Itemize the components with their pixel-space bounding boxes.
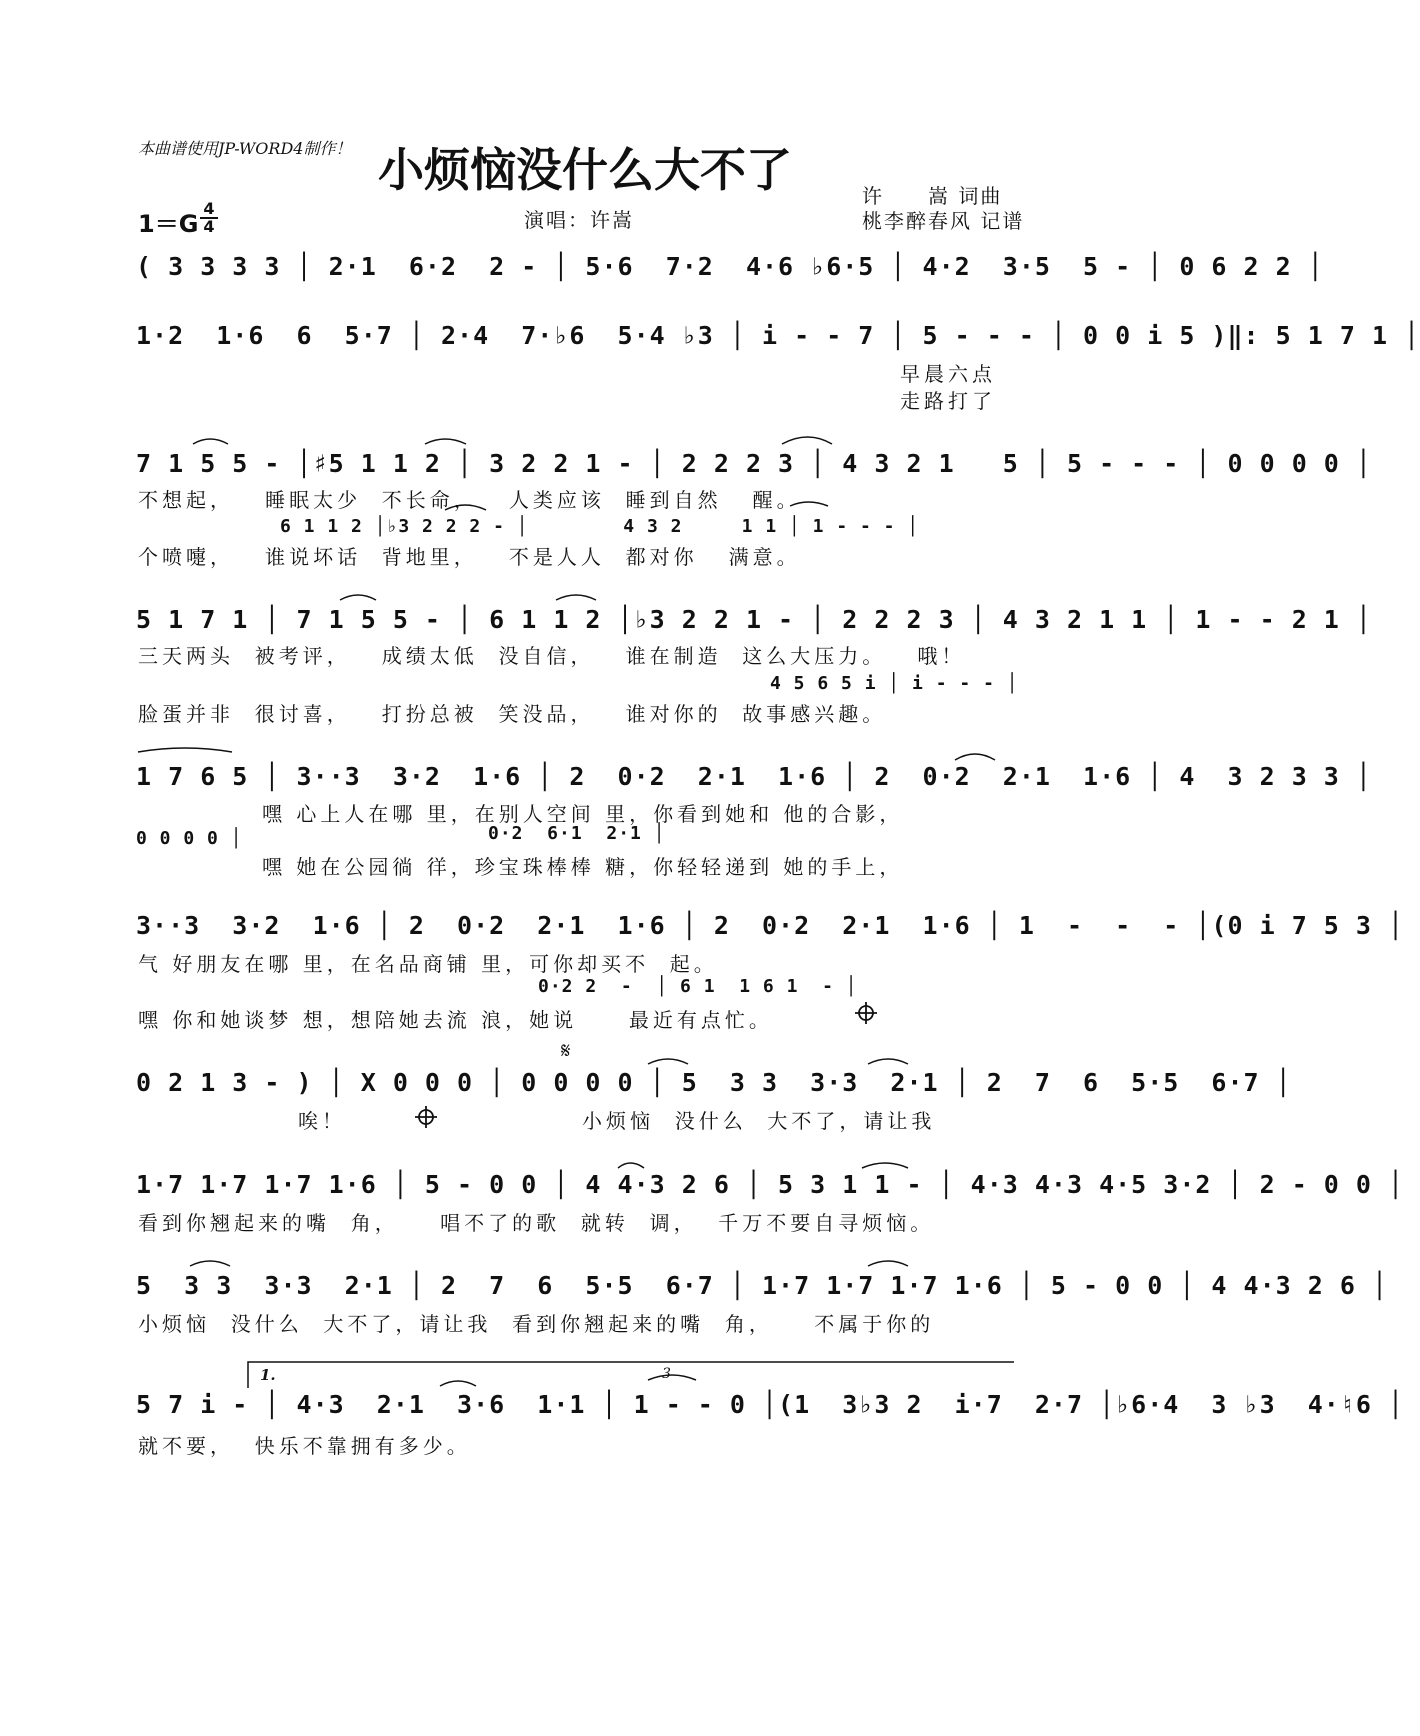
system-4-alt-notes: 4 5 6 5 i │ i - - - │ <box>770 673 1019 694</box>
system-5-lyric-2: 嘿 她在公园徜 徉，珍宝珠棒棒 糖，你轻轻递到 她的手上， <box>262 855 904 879</box>
system-6-notes: 3··3 3·2 1·6 │ 2 0·2 2·1 1·6 │ 2 0·2 2·1 1·6 │ 1 - - - │(0 i 7 5 3 │ <box>136 911 1405 940</box>
coda-icon <box>855 1002 877 1024</box>
slur-mark <box>868 1261 908 1266</box>
performer: 演唱：许嵩 <box>524 208 634 232</box>
slur-mark <box>193 439 228 444</box>
slur-mark <box>790 502 828 506</box>
system-3-alt-notes: 6 1 1 2 │♭3 2 2 2 - │ 4 3 2 1 1 │ 1 - - - │ <box>280 516 920 537</box>
system-6-lyric-1: 气 好朋友在哪 里，在名品商铺 里，可你却买不 起。 <box>138 952 718 976</box>
slur-mark <box>955 754 995 760</box>
slur-mark <box>440 1381 476 1386</box>
system-7-notes: 0 2 1 3 - ) │ X 0 0 0 │ 0 0 0 0 │ 5 3 3 3·3 2·1 │ 2 7 6 5·5 6·7 │ <box>136 1068 1292 1097</box>
system-4-lyric-2: 脸蛋并非 很讨喜， 打扮总被 笑没品， 谁对你的 故事感兴趣。 <box>138 702 887 726</box>
system-8-notes: 1·7 1·7 1·7 1·6 │ 5 - 0 0 │ 4 4·3 2 6 │ 5 3 1 1 - │ 4·3 4·3 4·5 3·2 │ 2 - 0 0 │ <box>136 1170 1405 1199</box>
system-5-notes: 1 7 6 5 │ 3··3 3·2 1·6 │ 2 0·2 2·1 1·6 │ 2 0·2 2·1 1·6 │ 4 3 2 3 3 │ <box>136 762 1372 791</box>
slur-mark <box>425 439 466 444</box>
system-4-notes: 5 1 7 1 │ 7 1 5 5 - │ 6 1 1 2 │♭3 2 2 1 - │ 2 2 2 3 │ 4 3 2 1 1 │ 1 - - 2 1 │ <box>136 605 1372 634</box>
system-5-lyric-1: 嘿 心上人在哪 里，在别人空间 里，你看到她和 他的合影， <box>262 802 904 826</box>
system-5-alt-notes: 0·2 6·1 2·1 │ <box>488 823 666 844</box>
system-2-lyric-1: 早晨六点 <box>900 362 996 386</box>
system-5-rest-notes: 0 0 0 0 │ <box>136 828 243 849</box>
slur-mark <box>445 505 486 510</box>
triplet-label: 3 <box>662 1366 671 1382</box>
segno-icon <box>561 1039 570 1064</box>
system-2-lyric-2: 走路打了 <box>900 389 996 413</box>
volta-bracket <box>248 1362 1014 1388</box>
slur-mark <box>340 595 376 600</box>
slur-mark <box>190 1261 230 1266</box>
slur-mark <box>618 1163 644 1168</box>
system-8-lyric-1: 看到你翘起来的嘴 角， 唱不了的歌 就转 调， 千万不要自寻烦恼。 <box>138 1211 935 1235</box>
song-title: 小烦恼没什么大不了 <box>378 143 792 197</box>
slur-mark <box>862 1163 908 1168</box>
meter-top: 4 <box>203 199 215 218</box>
slur-mark <box>648 1059 688 1064</box>
system-7-lyric-ai: 唉！ <box>298 1109 346 1133</box>
system-6-lyric-2: 嘿 你和她谈梦 想，想陪她去流 浪，她说 最近有点忙。 <box>138 1008 773 1032</box>
key-signature: 1＝G <box>138 210 199 238</box>
slur-mark <box>868 1059 908 1064</box>
system-3-lyric-2: 个喷嚏， 谁说坏话 背地里， 不是人人 都对你 满意。 <box>138 545 801 569</box>
system-4-lyric-1: 三天两头 被考评， 成绩太低 没自信， 谁在制造 这么大压力。 哦！ <box>138 644 966 668</box>
system-1-notes: ( 3 3 3 3 │ 2·1 6·2 2 - │ 5·6 7·2 4·6 ♭6·5 │ 4·2 3·5 5 - │ 0 6 2 2 │ <box>136 252 1324 281</box>
system-3-notes: 7 1 5 5 - │♯5 1 1 2 │ 3 2 2 1 - │ 2 2 2 3 │ 4 3 2 1 5 │ 5 - - - │ 0 0 0 0 │ <box>136 449 1372 478</box>
system-6-alt-notes: 0·2 2 - │ 6 1 1 6 1 - │ <box>538 976 858 997</box>
svg-text:𝄋: 𝄋 <box>561 1039 571 1064</box>
coda-icon <box>415 1106 437 1128</box>
meter-bottom: 4 <box>203 217 215 236</box>
volta-1-label: 1. <box>260 1366 276 1384</box>
system-9-notes: 5 3 3 3·3 2·1 │ 2 7 6 5·5 6·7 │ 1·7 1·7 1·7 1·6 │ 5 - 0 0 │ 4 4·3 2 6 │ <box>136 1271 1388 1300</box>
transcriber-credit: 桃李醉春风 记谱 <box>862 209 1025 233</box>
slur-mark <box>648 1375 696 1380</box>
slur-mark <box>556 595 596 600</box>
composer-credit: 许 嵩 词曲 <box>862 184 1003 208</box>
system-10-lyric-1: 就不要， 快乐不靠拥有多少。 <box>138 1434 471 1458</box>
system-10-notes: 5 7 i - │ 4·3 2·1 3·6 1·1 │ 1 - - 0 │(1 3♭3 2 i·7 2·7 │♭6·4 3 ♭3 4·♮6 │ <box>136 1390 1405 1419</box>
system-3-lyric-1: 不想起， 睡眠太少 不长命， 人类应该 睡到自然 醒。 <box>138 488 801 512</box>
tool-note: 本曲谱使用JP-WORD4制作！ <box>138 139 352 158</box>
slur-mark <box>782 437 832 444</box>
slur-mark <box>138 748 232 752</box>
system-2-notes: 1·2 1·6 6 5·7 │ 2·4 7·♭6 5·4 ♭3 │ i - - 7 │ 5 - - - │ 0 0 i 5 )‖: 5 1 7 1 │ <box>136 321 1420 350</box>
system-7-lyric-main: 小烦恼 没什么 大不了，请让我 <box>582 1109 936 1133</box>
system-9-lyric-1: 小烦恼 没什么 大不了，请让我 看到你翘起来的嘴 角， 不属于你的 <box>138 1312 935 1336</box>
